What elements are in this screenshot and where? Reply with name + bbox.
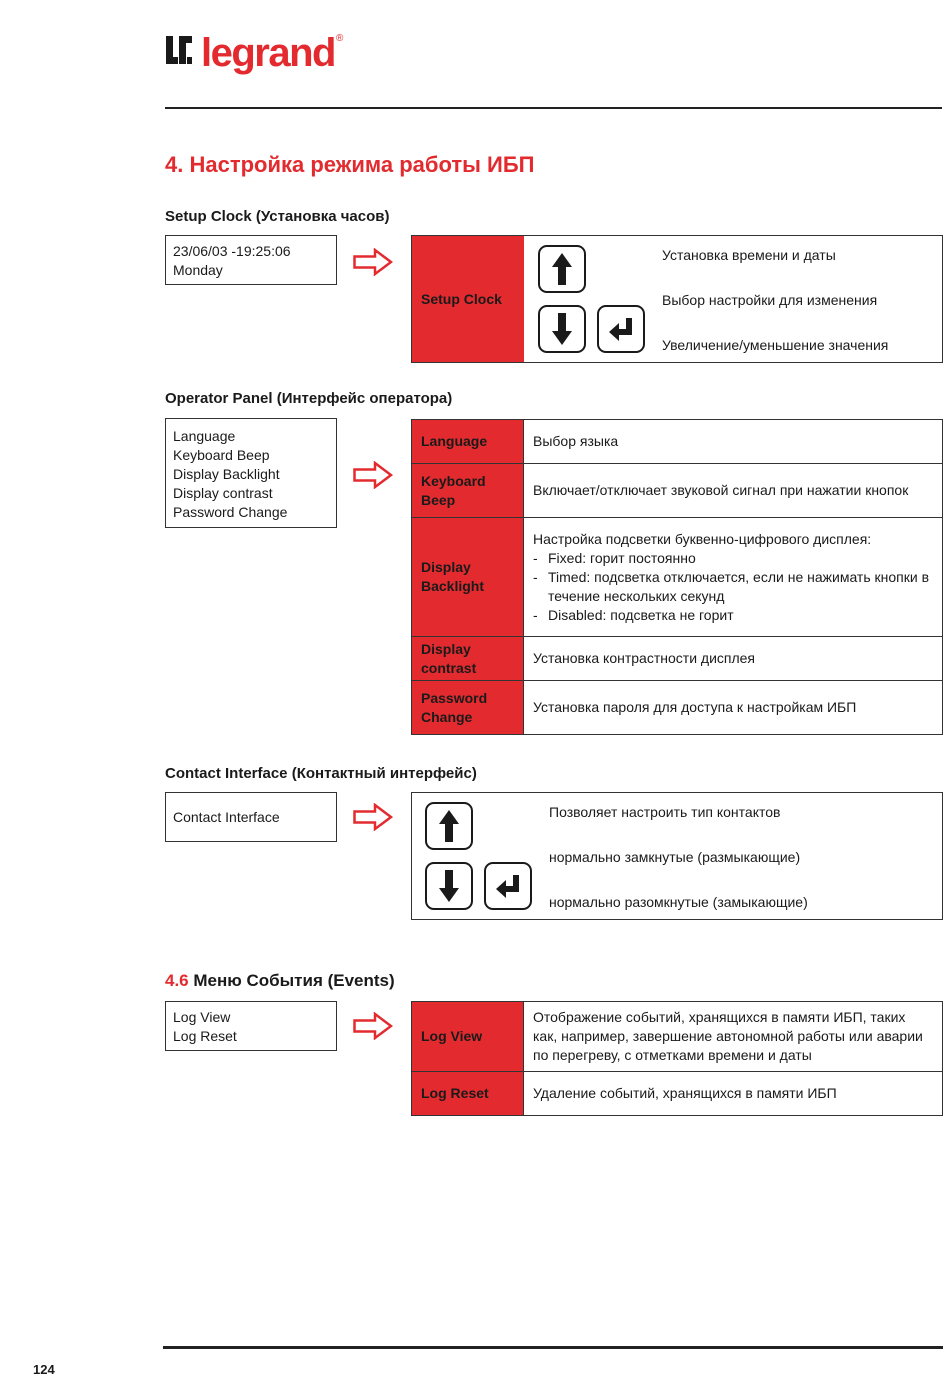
legrand-logo (165, 33, 343, 73)
setup-clock-desc-down: Выбор настройки для изменения (662, 292, 878, 308)
table-key: Password Change (412, 681, 524, 735)
events-heading-text: Меню События (Events) (193, 971, 395, 990)
table-row (412, 420, 943, 464)
setup-clock-panel (411, 235, 943, 363)
screen-line: Password Change (173, 504, 288, 520)
events-table (411, 1001, 943, 1116)
table-key: Log Reset (412, 1072, 524, 1116)
enter-key-icon (608, 316, 634, 342)
operator-panel-heading: Operator Panel (Интерфейс оператора) (165, 390, 453, 407)
setup-clock-heading: Setup Clock (Установка часов) (165, 208, 390, 225)
screen-line: Language (173, 428, 236, 444)
table-value: Удаление событий, хранящихся в памяти ИБП (524, 1072, 943, 1116)
table-row (412, 637, 943, 681)
setup-clock-desc-enter: Увеличение/уменьшение значения (662, 337, 889, 353)
operator-panel-screen (165, 418, 337, 528)
enter-key-icon (495, 873, 521, 899)
table-value: Установка контрастности дисплея (524, 637, 943, 681)
table-key: Language (412, 420, 524, 464)
table-row (412, 1002, 943, 1072)
screen-line: Monday (173, 262, 223, 278)
arrow-right-icon (353, 803, 393, 831)
events-screen (165, 1001, 337, 1051)
table-key: Log View (412, 1002, 524, 1072)
contact-desc-3: нормально разомкнутые (замыкающие) (549, 894, 808, 910)
setup-clock-screen (165, 235, 337, 285)
screen-line: Contact Interface (173, 809, 280, 825)
enter-key-button[interactable] (597, 305, 645, 353)
arrow-right-icon (353, 1012, 393, 1040)
table-value: Включает/отключает звуковой сигнал при нажатии кнопок (524, 464, 943, 518)
table-row (412, 464, 943, 518)
screen-line: Log View (173, 1009, 231, 1025)
page-title: 4. Настройка режима работы ИБП (165, 152, 535, 177)
table-key: Display Backlight (412, 518, 524, 637)
contact-interface-heading: Contact Interface (Контактный интерфейс) (165, 765, 477, 782)
screen-line: Display contrast (173, 485, 273, 501)
screen-line: Keyboard Beep (173, 447, 270, 463)
arrow-up-key-icon (438, 809, 460, 843)
table-row (412, 681, 943, 735)
screen-line: 23/06/03 -19:25:06 (173, 243, 291, 259)
arrow-right-icon (353, 248, 393, 276)
contact-interface-panel (411, 792, 943, 920)
arrow-down-key-icon (438, 869, 460, 903)
backlight-options (533, 549, 933, 625)
events-heading (165, 971, 395, 991)
arrow-right-icon (353, 461, 393, 489)
enter-key-button[interactable] (484, 862, 532, 910)
logo-registered: ® (335, 33, 344, 44)
down-key-button[interactable] (425, 862, 473, 910)
list-item: - Disabled: подсветка не горит (533, 606, 933, 625)
events-heading-number: 4.6 (165, 971, 189, 990)
table-value: Установка пароля для доступа к настройкам ИБП (524, 681, 943, 735)
table-value: Отображение событий, хранящихся в памяти ИБП, таких как, например, завершение автономной работы или аварии по перегреву, с отметками времени и даты (524, 1002, 943, 1072)
up-key-button[interactable] (425, 802, 473, 850)
setup-clock-desc-up: Установка времени и даты (662, 247, 836, 263)
table-key: Keyboard Beep (412, 464, 524, 518)
contact-desc-2: нормально замкнутые (размыкающие) (549, 849, 801, 865)
list-item: - Timed: подсветка отключается, если не нажимать кнопки в течение нескольких секунд (533, 568, 933, 606)
arrow-up-key-icon (551, 252, 573, 286)
list-intro: Настройка подсветки буквенно-цифрового дисплея: (533, 530, 872, 547)
table-row (412, 518, 943, 637)
page-number: 124 (33, 1362, 55, 1377)
up-key-button[interactable] (538, 245, 586, 293)
footer-rule (163, 1346, 943, 1349)
arrow-down-key-icon (551, 312, 573, 346)
contact-interface-screen (165, 792, 337, 842)
list-item: - Fixed: горит постоянно (533, 549, 933, 568)
header-rule (165, 107, 942, 109)
table-value-list (524, 518, 943, 637)
operator-panel-table (411, 419, 943, 735)
table-value: Выбор языка (524, 420, 943, 464)
table-row (412, 1072, 943, 1116)
contact-desc-1: Позволяет настроить тип контактов (549, 804, 781, 820)
screen-line: Display Backlight (173, 466, 280, 482)
legrand-logo-icon (165, 33, 195, 67)
logo-text: legrand (201, 31, 335, 75)
table-key: Display contrast (412, 637, 524, 681)
down-key-button[interactable] (538, 305, 586, 353)
setup-clock-key-cell: Setup Clock (412, 236, 524, 362)
screen-line: Log Reset (173, 1028, 237, 1044)
